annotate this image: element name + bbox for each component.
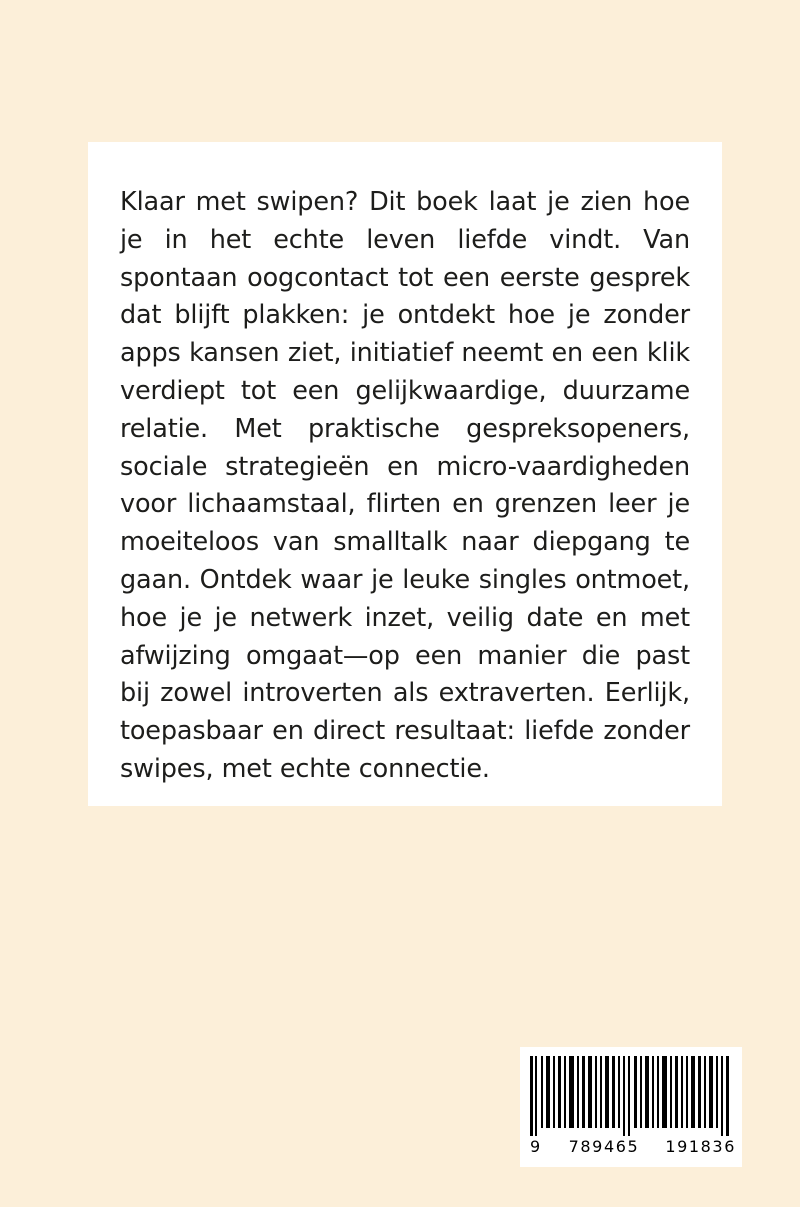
blurb-panel (88, 142, 722, 806)
barcode-number (530, 1137, 736, 1156)
barcode-icon (530, 1056, 732, 1136)
barcode-group-right: 191836 (665, 1137, 736, 1156)
barcode-lead-digit: 9 (530, 1137, 541, 1156)
barcode-group-left: 789465 (568, 1137, 640, 1156)
blurb-text: Klaar met swipen? Dit boek laat je zien hoe je in het echte leven liefde vindt. Van spontaan oogcontact tot een eerste gesprek dat blijft plakken: je ontdekt hoe je zonder apps kansen ziet, initiatief neemt en een klik verdiept tot een gelijkwaardige, duurzame relatie. Met praktische gespreksopeners, sociale strategieën en micro-vaardigheden voor lichaamstaal, flirten en grenzen leer je moeiteloos van smalltalk naar diepgang te gaan. Ontdek waar je leuke singles ontmoet, hoe je je netwerk inzet, veilig date en met afwijzing omgaat—op een manier die past bij zowel introverten als extraverten. Eerlijk, toepasbaar en direct resultaat: liefde zonder swipes, met echte connectie. (120, 187, 690, 784)
barcode (520, 1047, 742, 1167)
